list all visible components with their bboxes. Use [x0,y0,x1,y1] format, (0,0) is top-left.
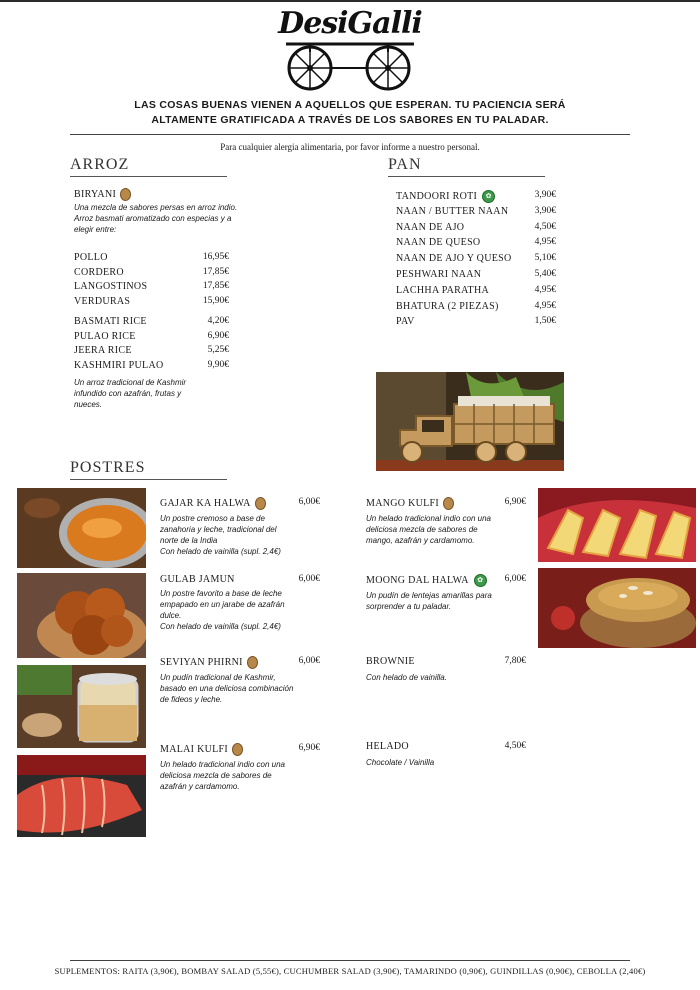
item-name: MANGO KULFI [366,497,440,509]
dessert-seviyan-phirni [160,656,320,705]
nut-icon [232,743,243,756]
desc-line: infundido con azafrán, frutas y [74,389,182,398]
item-name: NAAN / BUTTER NAAN [396,205,509,217]
item-name: BIRYANI [74,188,117,200]
item-price: 5,10€ [534,253,556,264]
desc-line: de fideos y leche. [160,695,223,704]
menu-row [74,296,229,311]
gajar-ka-halwa-photo [17,488,146,568]
item-price: 4,95€ [534,284,556,295]
item-price: 1,50€ [534,316,556,327]
menu-row [396,253,556,269]
wooden-truck-photo [376,372,564,471]
desc-line: Un helado tradicional indio con una [160,760,285,769]
menu-row [160,656,320,669]
item-name: TANDOORI ROTI [396,190,478,202]
desc-line: azafrán y cardamomo. [160,782,240,791]
menu-row [74,345,229,360]
desc-line: norte de la India [160,536,218,545]
dessert-mango-kulfi [366,497,526,546]
pan-list [396,190,556,332]
dessert-description [160,513,320,557]
item-name: BROWNIE [366,656,415,667]
item-name: SEVIYAN PHIRNI [160,656,243,668]
item-name: NAAN DE AJO Y QUESO [396,253,512,265]
menu-row [396,190,556,206]
menu-row [160,497,320,510]
dessert-description [160,672,320,705]
desc-line: mango, azafrán y cardamomo. [366,536,475,545]
nut-icon [443,497,454,510]
desc-line: Una mezcla de sabores persas en arroz indio. [74,203,238,212]
item-name: NAAN DE QUESO [396,237,481,249]
item-name: PESHWARI NAAN [396,268,482,280]
nut-icon [255,497,266,510]
item-name: HELADO [366,741,409,752]
dessert-description [366,513,526,546]
logo-text: DesiGalli [278,6,422,41]
item-price: 4,95€ [534,300,556,311]
menu-row [396,206,556,222]
malai-kulfi-photo [17,755,146,837]
biryani-options [74,252,229,310]
dessert-description [366,590,526,612]
item-name: KASHMIRI PULAO [74,359,164,371]
item-price: 9,90€ [207,359,229,370]
desc-line: elegir entre: [74,225,117,234]
nut-icon [120,188,131,201]
pan-underline [388,176,545,177]
desc-line: Un pudín de lentejas amarillas para [366,591,492,600]
desc-line: basado en una deliciosa combinación [160,684,294,693]
menu-row [160,743,320,756]
item-name: GAJAR KA HALWA [160,497,251,509]
menu-row [74,252,229,267]
item-price: 4,50€ [534,221,556,232]
item-name: MOONG DAL HALWA [366,574,469,586]
desc-line: Un postre favorito a base de leche [160,589,282,598]
item-price: 4,50€ [504,741,526,751]
dessert-description [160,588,320,632]
item-price: 5,25€ [207,345,229,355]
item-price: 3,90€ [534,205,556,216]
desc-line: Un helado tradicional indio con una [366,514,491,523]
item-price: 4,95€ [534,237,556,248]
desc-line: Con helado de vainilla (supl. 2,4€) [160,622,281,631]
postres-underline [70,479,227,480]
top-border [0,0,700,2]
item-biryani [74,188,131,201]
menu-row [396,269,556,285]
dessert-moong-dal-halwa [366,574,526,612]
menu-row [396,237,556,253]
kashmiri-description [74,377,244,410]
item-name: NAAN DE AJO [396,221,465,233]
menu-row [74,267,229,282]
menu-row [396,301,556,317]
desc-line: deliciosa mezcla de sabores de [366,525,478,534]
allergy-note: Para cualquier alergia alimentaria, por favor informe a nuestro personal. [220,142,480,152]
dessert-description [160,759,320,792]
seviyan-phirni-photo [17,665,146,748]
menu-row [74,281,229,296]
item-price: 16,95€ [202,252,229,262]
menu-row [74,316,229,331]
desc-line: Un pudín tradicional de Kashmir, [160,673,276,682]
cart-logo-icon [280,38,420,92]
item-price: 6,00€ [504,574,526,584]
menu-row [396,222,556,238]
gulab-jamun-photo [17,573,146,658]
item-name: CORDERO [74,266,124,278]
moong-dal-halwa-photo [538,568,696,648]
supplements-footer: SUPLEMENTOS: RAITA (3,90€), BOMBAY SALAD (5,55€), CUCHUMBER SALAD (3,90€), TAMARINDO (0,90€), GUINDILLAS (0,90€), CEBOLLA (2,40€) [54,966,646,976]
item-name: LANGOSTINOS [74,281,148,292]
desc-line: Un postre cremoso a base de [160,514,265,523]
slogan [100,98,600,128]
menu-row [366,574,526,587]
item-price: 7,80€ [504,656,526,666]
item-price: 4,20€ [207,316,229,326]
item-price: 3,90€ [534,190,556,200]
desc-line: sorprender a tu paladar. [366,602,452,611]
vegan-leaf-icon: ✿ [474,574,487,587]
item-price: 6,00€ [298,497,320,507]
desc-line: deliciosa mezcla de sabores de [160,771,272,780]
menu-row [366,656,526,667]
menu-row [74,331,229,346]
section-title-pan: PAN [388,156,422,173]
desc-line: Con helado de vainilla. [366,673,447,682]
menu-row [366,741,526,752]
item-price: 15,90€ [202,295,229,306]
desc-line: Un arroz tradicional de Kashmir [74,378,187,387]
dessert-malai-kulfi [160,743,320,792]
menu-row [74,360,229,375]
item-price: 6,90€ [504,497,526,507]
item-price: 17,85€ [202,281,229,291]
desc-line: zanahoria y leche, tradicional del [160,525,277,534]
item-name: PAV [396,316,415,328]
arroz-underline [70,176,227,177]
dessert-helado [366,741,526,768]
mango-kulfi-photo [538,488,696,562]
item-price: 17,85€ [202,266,229,277]
footer-divider [70,960,630,961]
dessert-gajar-ka-halwa [160,497,320,557]
biryani-description [74,202,274,235]
item-name: JEERA RICE [74,345,132,356]
rice-list [74,316,229,374]
section-title-postres: POSTRES [70,459,146,476]
dessert-description [366,672,526,683]
menu-row [396,316,556,332]
header-divider [70,134,630,135]
item-name: PULAO RICE [74,330,136,342]
desc-line: Arroz basmati aromatizado con especias y a [74,214,232,223]
menu-row [396,285,556,301]
desc-line: empapado en un jarabe de azafrán [160,600,285,609]
item-price: 6,90€ [298,743,320,753]
item-name: BHATURA (2 PIEZAS) [396,300,499,312]
desc-line: Con helado de vainilla (supl. 2,4€) [160,547,281,556]
item-name: VERDURAS [74,295,131,307]
item-price: 6,00€ [298,656,320,666]
dessert-gulab-jamun [160,574,320,632]
item-price: 6,90€ [207,330,229,341]
menu-row [160,574,320,585]
slogan-line-1: LAS COSAS BUENAS VIENEN A AQUELLOS QUE ESPERAN. TU PACIENCIA SERÁ [134,99,566,111]
section-title-arroz: ARROZ [70,156,130,173]
dessert-description [366,757,526,768]
desc-line: nueces. [74,400,103,409]
slogan-line-2: ALTAMENTE GRATIFICADA A TRAVÉS DE LOS SABORES EN TU PALADAR. [151,114,549,126]
item-name: MALAI KULFI [160,743,229,755]
menu-row [366,497,526,510]
nut-icon [247,656,258,669]
dessert-brownie [366,656,526,683]
item-name: BASMATI RICE [74,316,147,327]
item-name: GULAB JAMUN [160,574,235,585]
item-name: LACHHA PARATHA [396,284,490,296]
desc-line: dulce. [160,611,182,620]
item-price: 6,00€ [298,574,320,584]
item-price: 5,40€ [534,268,556,279]
desc-line: Chocolate / Vainilla [366,758,435,767]
vegan-leaf-icon: ✿ [482,190,495,203]
item-name: POLLO [74,252,108,263]
